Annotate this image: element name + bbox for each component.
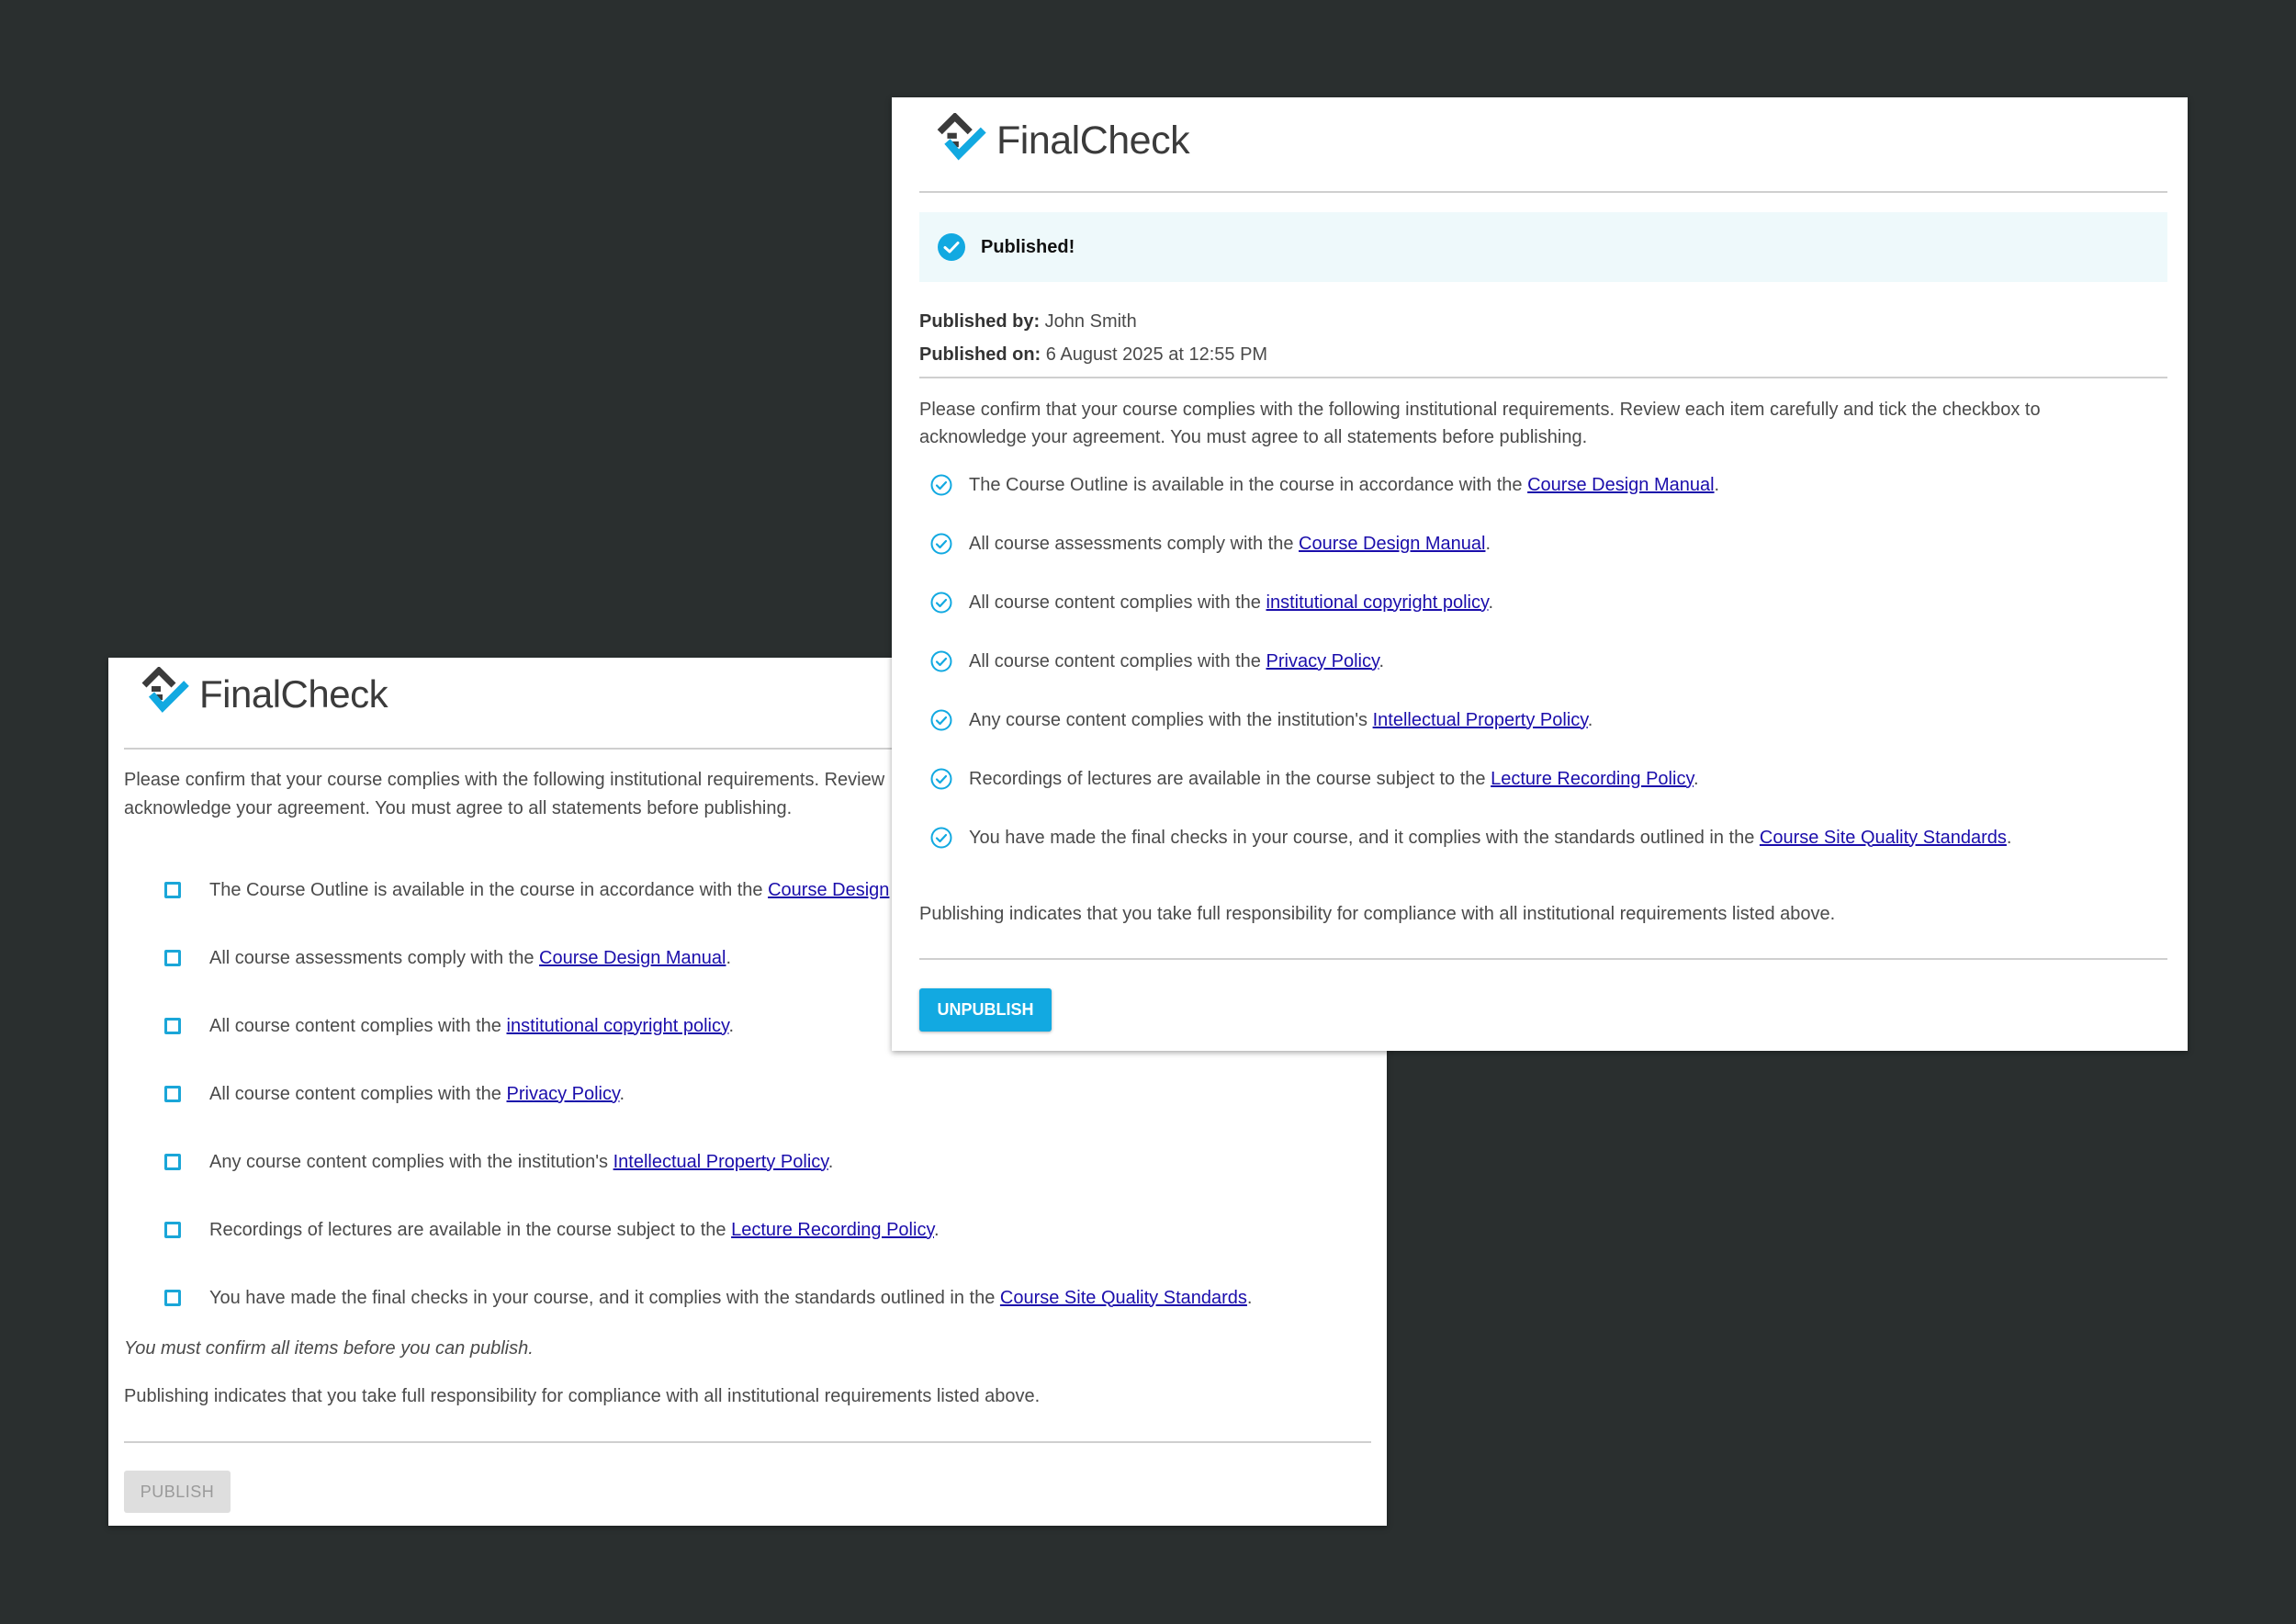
check-circle-outline-icon (929, 591, 953, 615)
finalcheck-logo-icon (934, 113, 991, 170)
policy-link[interactable]: Course Site Quality Standards (999, 1287, 1247, 1308)
requirement-suffix: . (1379, 650, 1385, 671)
list-item (919, 514, 2167, 573)
requirement-prefix: The Course Outline is available in the course in accordance with the (209, 879, 769, 900)
check-circle-outline-icon (929, 708, 953, 732)
divider (919, 958, 2167, 960)
checkbox-unchecked-icon[interactable] (164, 882, 181, 898)
requirement-suffix: . (933, 1219, 940, 1240)
requirement-suffix: . (1693, 768, 1699, 789)
intro-text: Please confirm that your course complies with the following institutional requirements. Review each item carefully and tick the checkbox to acknowledge your agreement. You must agree to all statements before publishing. (919, 400, 2041, 447)
requirement-prefix: Recordings of lectures are available in the course subject to the (969, 768, 1491, 789)
policy-link[interactable]: Course Design Manual (539, 947, 726, 968)
brand-name: FinalCheck (199, 672, 388, 716)
finalcheck-logo-icon (139, 667, 194, 722)
check-circle-outline-icon (929, 649, 953, 673)
list-item (919, 691, 2167, 750)
requirement-prefix: All course assessments comply with the (209, 947, 540, 968)
divider (919, 377, 2167, 378)
requirement-text (209, 1016, 734, 1037)
requirement-suffix: . (2006, 827, 2012, 848)
requirement-prefix: You have made the final checks in your course, and it complies with the standards outlined in the (969, 827, 1760, 848)
requirement-suffix: . (726, 947, 732, 968)
published-status-panel (892, 97, 2188, 1051)
requirement-prefix: All course content complies with the (969, 592, 1266, 613)
list-item (919, 456, 2167, 514)
requirement-prefix: Any course content complies with the institution's (209, 1151, 613, 1172)
requirement-prefix: All course content complies with the (209, 1015, 507, 1036)
list-item (124, 1060, 1371, 1128)
policy-link[interactable]: Lecture Recording Policy (1491, 768, 1694, 789)
policy-link[interactable]: Intellectual Property Policy (613, 1151, 828, 1172)
checkbox-unchecked-icon[interactable] (164, 1222, 181, 1238)
list-item (919, 750, 2167, 808)
requirement-text (209, 1152, 833, 1173)
requirement-text (969, 651, 1384, 672)
check-circle-filled-icon (937, 232, 966, 262)
published-by-label: Published by: (919, 311, 1041, 332)
requirement-prefix: Any course content complies with the institution's (969, 709, 1373, 730)
requirement-prefix: The Course Outline is available in the course in accordance with the (969, 474, 1528, 495)
checkbox-unchecked-icon[interactable] (164, 950, 181, 966)
divider (919, 191, 2167, 193)
list-item (124, 1196, 1371, 1264)
policy-link[interactable]: Lecture Recording Policy (731, 1219, 934, 1240)
checkbox-unchecked-icon[interactable] (164, 1290, 181, 1306)
brand-logo (139, 667, 388, 722)
policy-link[interactable]: Intellectual Property Policy (1372, 709, 1588, 730)
requirement-text (209, 948, 731, 969)
divider (124, 1441, 1371, 1443)
policy-link[interactable]: institutional copyright policy (506, 1015, 729, 1036)
publish-button[interactable]: PUBLISH (124, 1471, 231, 1513)
checkbox-unchecked-icon[interactable] (164, 1154, 181, 1170)
list-item (124, 1128, 1371, 1196)
check-circle-outline-icon (929, 826, 953, 850)
requirement-prefix: All course content complies with the (969, 650, 1266, 671)
published-on-label: Published on: (919, 344, 1041, 365)
requirement-suffix: . (1714, 474, 1720, 495)
requirement-text (969, 592, 1493, 614)
policy-link[interactable]: Course Design (768, 879, 890, 900)
requirement-text (209, 880, 889, 901)
intro-line-2: acknowledge your agreement. You must agree to all statements before publishing. (124, 798, 793, 818)
requirement-text (969, 710, 1593, 731)
list-item (919, 573, 2167, 632)
requirement-text (209, 1220, 940, 1241)
published-on (919, 338, 1267, 371)
published-by-value: John Smith (1040, 311, 1137, 332)
requirement-suffix: . (619, 1083, 625, 1104)
requirement-text (969, 769, 1699, 790)
list-item (919, 808, 2167, 867)
list-item (124, 1264, 1371, 1332)
requirement-text (969, 828, 2011, 849)
responsibility-text: Publishing indicates that you take full responsibility for compliance with all institutional requirements listed above. (919, 904, 1836, 924)
requirement-suffix: . (1246, 1287, 1253, 1308)
requirement-text (209, 1084, 625, 1105)
brand-name: FinalCheck (996, 118, 1190, 163)
check-circle-outline-icon (929, 767, 953, 791)
unpublish-button[interactable]: UNPUBLISH (919, 988, 1052, 1032)
requirement-text (209, 1288, 1252, 1309)
list-item (919, 632, 2167, 691)
brand-logo (934, 111, 1189, 171)
requirement-prefix: All course content complies with the (209, 1083, 507, 1104)
published-on-value: 6 August 2025 at 12:55 PM (1041, 344, 1268, 365)
requirements-checklist (919, 456, 2167, 867)
policy-link[interactable]: institutional copyright policy (1266, 592, 1489, 613)
checkbox-unchecked-icon[interactable] (164, 1086, 181, 1102)
policy-link[interactable]: Course Design Manual (1299, 533, 1486, 554)
requirement-suffix: . (1587, 709, 1593, 730)
requirement-suffix: . (827, 1151, 834, 1172)
published-banner (919, 212, 2167, 282)
published-by (919, 305, 1267, 338)
requirement-prefix: All course assessments comply with the (969, 533, 1300, 554)
requirement-prefix: You have made the final checks in your course, and it complies with the standards outlined in the (209, 1287, 1000, 1308)
check-circle-outline-icon (929, 532, 953, 556)
requirement-suffix: . (1488, 592, 1494, 613)
publish-metadata (919, 305, 1267, 371)
requirement-text (969, 534, 1491, 555)
responsibility-text: Publishing indicates that you take full responsibility for compliance with all institutional requirements listed above. (124, 1386, 1041, 1406)
policy-link[interactable]: Course Design Manual (1527, 474, 1715, 495)
requirement-text (969, 475, 1719, 496)
requirement-prefix: Recordings of lectures are available in the course subject to the (209, 1219, 732, 1240)
checkbox-unchecked-icon[interactable] (164, 1018, 181, 1034)
intro-line-1: Please confirm that your course complies with the following institutional requirements. Review (124, 770, 885, 790)
requirement-suffix: . (728, 1015, 735, 1036)
published-status-text: Published! (981, 236, 1075, 257)
check-circle-outline-icon (929, 473, 953, 497)
confirm-all-note: You must confirm all items before you can publish. (124, 1338, 534, 1359)
policy-link[interactable]: Privacy Policy (506, 1083, 620, 1104)
policy-link[interactable]: Privacy Policy (1266, 650, 1379, 671)
requirement-suffix: . (1485, 533, 1491, 554)
policy-link[interactable]: Course Site Quality Standards (1759, 827, 2007, 848)
